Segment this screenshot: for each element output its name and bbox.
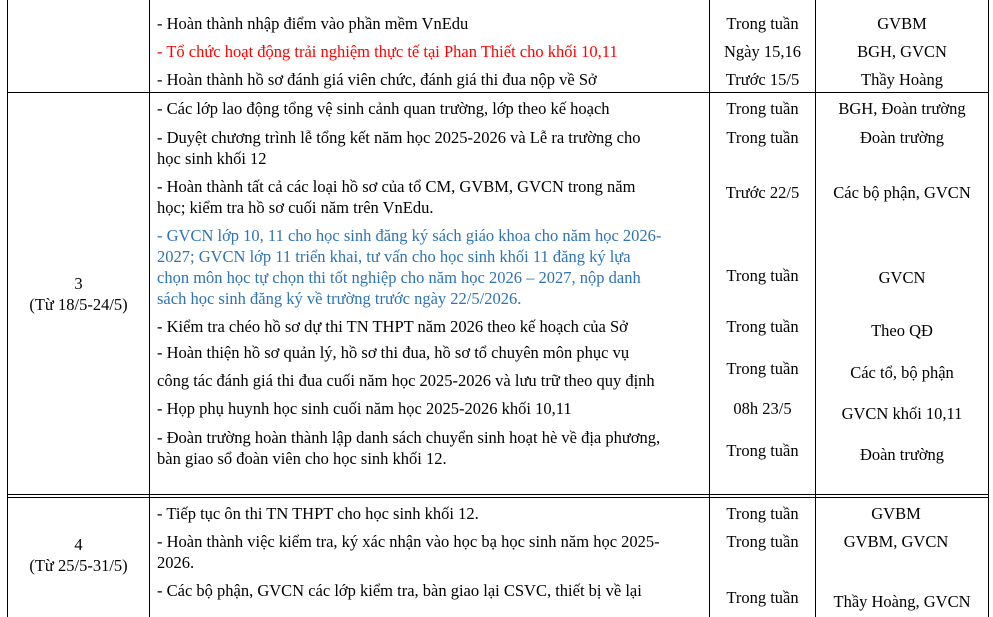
task-item-cont: bàn giao sổ đoàn viên cho học sinh khối 12. (157, 449, 447, 468)
task-responsible: GVCN khối 10,11 (841, 404, 963, 423)
task-time: Trong tuần (726, 441, 799, 460)
task-item-highlighted: - Tổ chức hoạt động trải nghiệm thực tế tại Phan Thiết cho khối 10,11 (157, 42, 618, 61)
task-item-cont: công tác đánh giá thi đua cuối năm học 2025-2026 và lưu trữ theo quy định (157, 371, 655, 390)
task-item: - Các bộ phận, GVCN các lớp kiểm tra, bàn giao lại CSVC, thiết bị về lại (157, 581, 642, 600)
task-item-cont: chọn môn học tự chọn thi tốt nghiệp cho năm học 2026 – 2027, nộp danh (157, 268, 641, 287)
week-number: 4 (74, 535, 83, 554)
task-time: 08h 23/5 (733, 399, 792, 418)
row-divider-week4-b (7, 497, 989, 498)
task-item: - Tiếp tục ôn thi TN THPT cho học sinh khối 12. (157, 504, 479, 523)
task-responsible: Theo QĐ (871, 321, 933, 340)
task-time: Trong tuần (726, 588, 799, 607)
task-time: Trong tuần (726, 266, 799, 285)
task-responsible: Đoàn trường (859, 128, 945, 147)
task-item-cont: sách học sinh đăng ký về trường trước ngày 22/5/2026. (157, 289, 522, 308)
task-responsible: BGH, GVCN (857, 42, 947, 61)
task-item: - Các lớp lao động tổng vệ sinh cảnh quan trường, lớp theo kế hoạch (157, 99, 610, 118)
task-item: - Hoàn thành tất cả các loại hồ sơ của tổ CM, GVBM, GVCN trong năm (157, 177, 636, 196)
task-item: - Kiểm tra chéo hồ sơ dự thi TN THPT năm 2026 theo kế hoạch của Sở (157, 317, 628, 336)
task-responsible: Thầy Hoàng, GVCN (833, 592, 971, 611)
task-time: Trong tuần (726, 128, 799, 147)
task-responsible: BGH, Đoàn trường (838, 99, 966, 118)
task-item-cont: học; kiểm tra hồ sơ cuối năm trên VnEdu. (157, 198, 434, 217)
task-item: - Họp phụ huynh học sinh cuối năm học 2025-2026 khối 10,11 (157, 399, 572, 418)
task-time: Trong tuần (726, 14, 799, 33)
task-time: Trước 22/5 (725, 183, 800, 202)
week-number: 3 (74, 274, 83, 293)
task-item-cont: 2026. (157, 553, 195, 572)
task-responsible: GVCN (878, 268, 926, 287)
task-responsible: Các bộ phận, GVCN (833, 183, 971, 202)
task-time: Ngày 15,16 (724, 42, 801, 61)
task-item: - Hoàn thành việc kiểm tra, ký xác nhận vào học bạ học sinh năm học 2025- (157, 532, 660, 551)
task-item: - Hoàn thành nhập điểm vào phần mềm VnEdu (157, 14, 469, 33)
week-date-range: (Từ 25/5-31/5) (29, 556, 128, 575)
task-time: Trong tuần (726, 317, 799, 336)
task-item-cont: học sinh khối 12 (157, 149, 267, 168)
task-time: Trong tuần (726, 359, 799, 378)
task-responsible: Các tổ, bộ phận (850, 363, 954, 382)
task-item: - Hoàn thành hồ sơ đánh giá viên chức, đánh giá thi đua nộp về Sở (157, 70, 597, 89)
task-item-cont: 2027; GVCN lớp 11 triển khai, tư vấn cho học sinh khối 11 đăng ký lựa (157, 247, 631, 266)
row-divider-week4-a (7, 494, 989, 495)
task-item: - Duyệt chương trình lễ tổng kết năm học 2025-2026 và Lễ ra trường cho (157, 128, 641, 147)
task-responsible: Thầy Hoàng (860, 70, 944, 89)
task-time: Trong tuần (726, 99, 799, 118)
task-responsible: GVBM, GVCN (843, 532, 949, 551)
task-responsible: Đoàn trường (859, 445, 945, 464)
task-time: Trong tuần (726, 504, 799, 523)
week-date-range: (Từ 18/5-24/5) (29, 295, 128, 314)
task-item-highlighted: - GVCN lớp 10, 11 cho học sinh đăng ký sách giáo khoa cho năm học 2026- (157, 226, 662, 245)
task-time: Trong tuần (726, 532, 799, 551)
task-item: - Đoàn trường hoàn thành lập danh sách chuyển sinh hoạt hè về địa phương, (157, 428, 661, 447)
task-item: - Hoàn thiện hồ sơ quản lý, hồ sơ thi đua, hồ sơ tổ chuyên môn phục vụ (157, 343, 630, 362)
row-divider-week3 (7, 92, 989, 93)
task-time: Trước 15/5 (725, 70, 800, 89)
task-responsible: GVBM (877, 14, 927, 33)
task-responsible: GVBM (871, 504, 921, 523)
